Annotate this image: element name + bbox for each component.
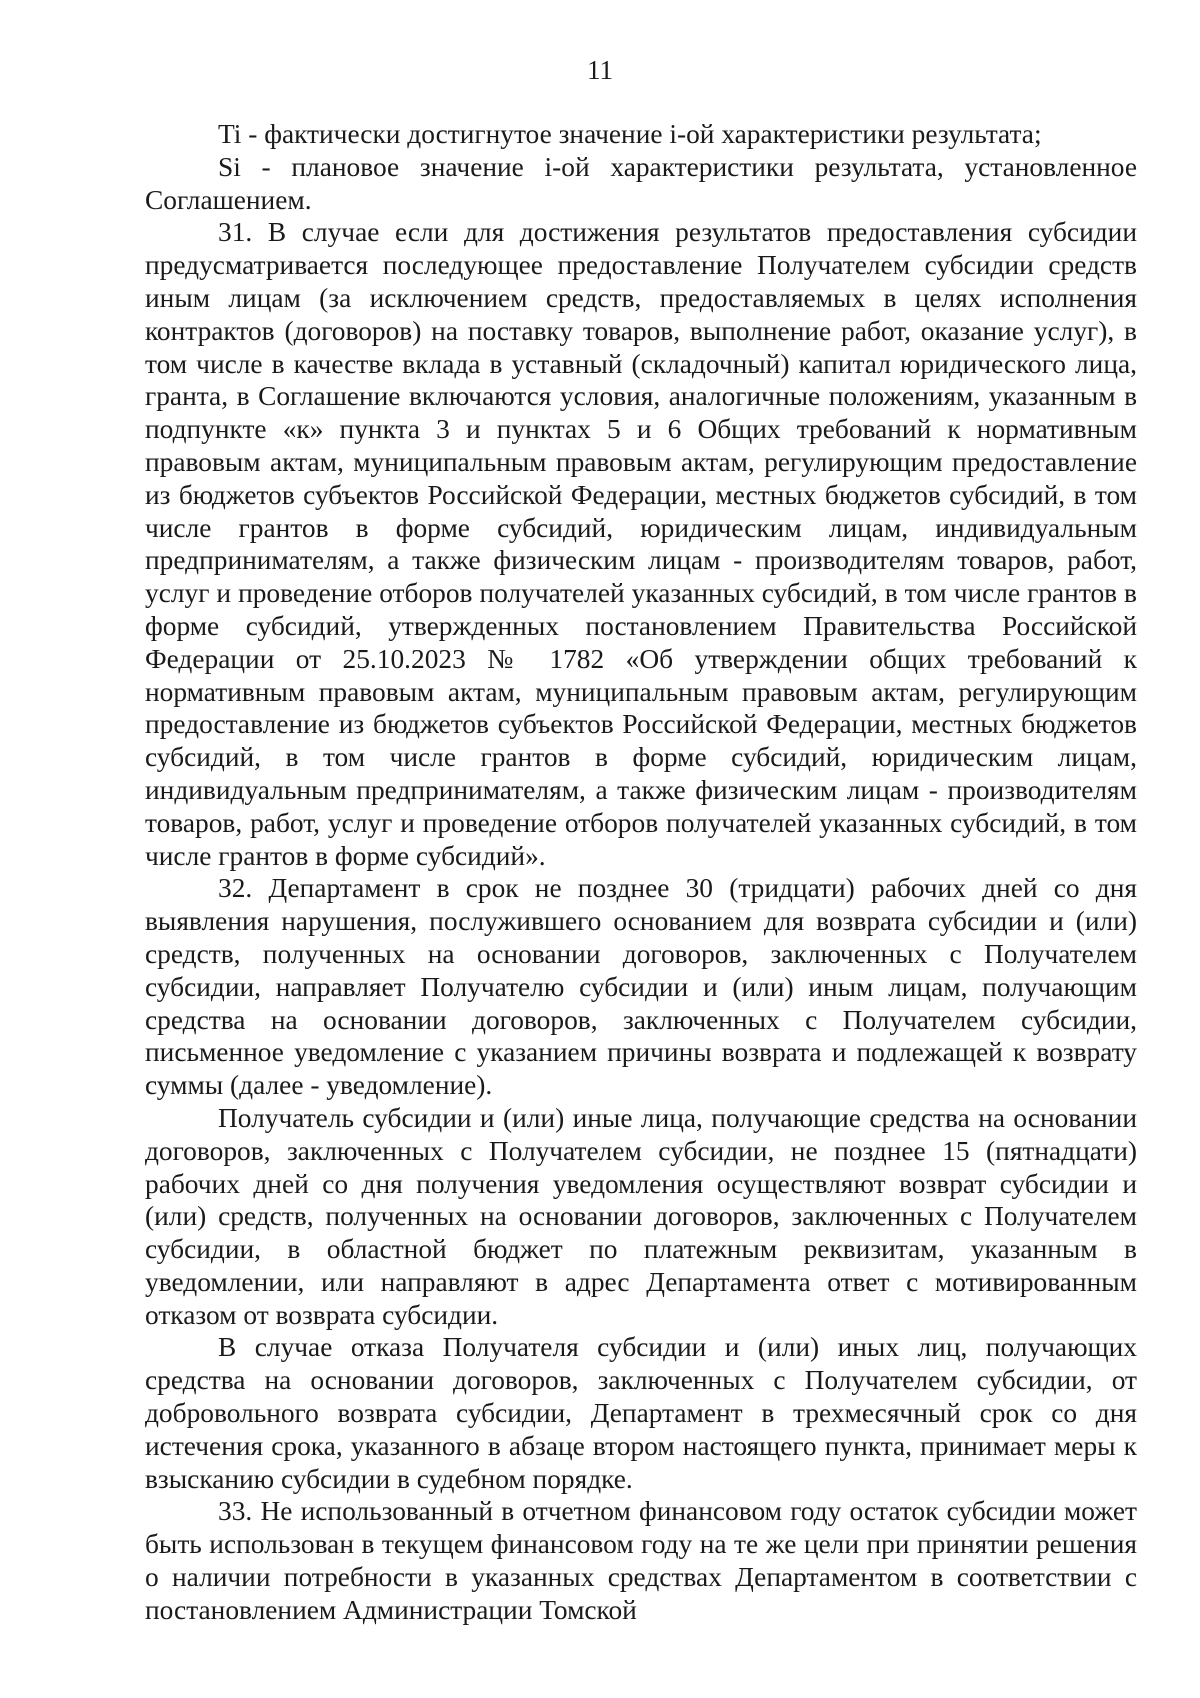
paragraph-clause-31: 31. В случае если для достижения результатов предоставления субсидии предусматривается последующее предоставление Получателем субсидии средств иным лицам (за исключением средств, предоставляемых в целях исполнения контрактов (договоров) на поставку товаров, выполнение работ, оказание услуг), в том числе в качестве вклада в уставный (складочный) капитал юридического лица, гранта, в Соглашение включаются условия, аналогичные положениям, указанным в подпункте «к» пункта 3 и пунктах 5 и 6 Общих требований к нормативным правовым актам, муниципальным правовым актам, регулирующим предоставление из бюджетов субъектов Российской Федерации, местных бюджетов субсидий, в том числе грантов в форме субсидий, юридическим лицам, индивидуальным предпринимателям, а также физическим лицам - производителям товаров, работ, услуг и проведение отборов получателей указанных субсидий, в том числе грантов в форме субсидий, утвержденных постановлением Правительства Российской Федерации от 25.10.2023 № 1782 «Об утверждении общих требований к нормативным правовым актам, муниципальным правовым актам, регулирующим предоставление из бюджетов субъектов Российской Федерации, местных бюджетов субсидий, в том числе грантов в форме субсидий, юридическим лицам, индивидуальным предпринимателям, а также физическим лицам - производителям товаров, работ, услуг и проведение отборов получателей указанных субсидий, в том числе грантов в форме субсидий». — [145, 217, 1137, 871]
page-number: 11 — [587, 55, 613, 85]
paragraph-clause-32-refusal: В случае отказа Получателя субсидии и (или) иных лиц, получающих средства на основании договоров, заключенных с Получателем субсидии, от добровольного возврата субсидии, Департамент в трехмесячный срок со дня истечения срока, указанного в абзаце втором настоящего пункта, принимает меры к взысканию субсидии в судебном порядке. — [145, 1332, 1137, 1494]
document-body — [145, 118, 1137, 1627]
paragraph-clause-32-return: Получатель субсидии и (или) иные лица, получающие средства на основании договоров, заключенных с Получателем субсидии, не позднее 15 (пятнадцати) рабочих дней со дня получения уведомления осуществляют возврат субсидии и (или) средств, полученных на основании договоров, заключенных с Получателем субсидии, в областной бюджет по платежным реквизитам, указанным в уведомлении, или направляют в адрес Департамента ответ с мотивированным отказом от возврата субсидии. — [145, 1102, 1137, 1330]
paragraph-si-definition: Si - плановое значение i-ой характеристики результата, установленное Соглашением. — [145, 151, 1137, 215]
paragraph-clause-33: 33. Не использованный в отчетном финансовом году остаток субсидии может быть использован в текущем финансовом году на те же цели при принятии решения о наличии потребности в указанных средствах Департаментом в соответствии с постановлением Администрации Томской — [145, 1496, 1137, 1625]
paragraph-clause-32: 32. Департамент в срок не позднее 30 (тридцати) рабочих дней со дня выявления нарушения, послужившего основанием для возврата субсидии и (или) средств, полученных на основании договоров, заключенных с Получателем субсидии, направляет Получателю субсидии и (или) иным лицам, получающим средства на основании договоров, заключенных с Получателем субсидии, письменное уведомление с указанием причины возврата и подлежащей к возврату суммы (далее - уведомление). — [145, 873, 1137, 1101]
paragraph-ti-definition: Ti - фактически достигнутое значение i-ой характеристики результата; — [218, 119, 1042, 149]
